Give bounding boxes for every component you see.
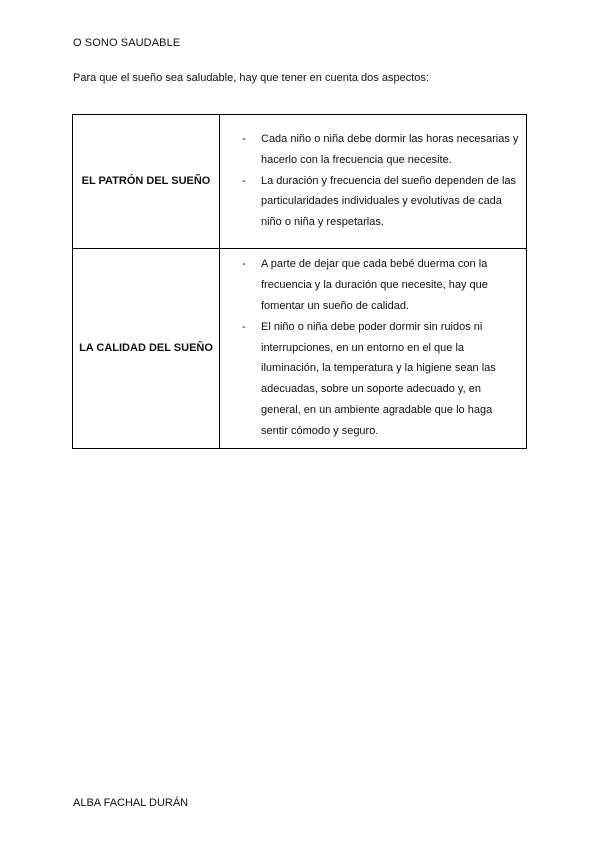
table-row	[73, 249, 527, 449]
bullet-list	[220, 250, 526, 446]
list-item-text: El niño o niña debe poder dormir sin ruidos ni interrupciones, en un entorno en el que la iluminación, la temperatura y la higiene sean las adecuadas, sobre un soporte adecuado y, en general, en un ambiente agradable que lo haga sentir cómodo y seguro.	[261, 320, 496, 437]
bullet-dash: -	[242, 174, 246, 187]
page-title: O SONO SAUDABLE	[73, 37, 181, 49]
list-item-text: La duración y frecuencia del sueño dependen de las particularidades individuales y evolutivas de cada niño o niña y respetarlas.	[261, 174, 517, 229]
intro-paragraph: Para que el sueño sea saludable, hay que tener en cuenta dos aspectos:	[73, 72, 429, 84]
sleep-aspects-table	[72, 114, 527, 449]
bullet-list	[220, 125, 526, 238]
list-item	[220, 129, 520, 171]
list-item	[220, 317, 520, 442]
bullet-dash: -	[242, 258, 246, 271]
topic-cell-sleep-quality: LA CALIDAD DEL SUEÑO	[73, 249, 220, 449]
table-row	[73, 115, 527, 249]
topic-cell-sleep-pattern: EL PATRÓN DEL SUEÑO	[73, 115, 220, 249]
list-item	[220, 171, 520, 233]
footer-author: ALBA FACHAL DURÁN	[73, 797, 189, 809]
bullet-dash: -	[242, 133, 246, 145]
points-cell-sleep-quality	[220, 249, 527, 449]
points-cell-sleep-pattern	[220, 115, 527, 249]
list-item-text: A parte de dejar que cada bebé duerma con la frecuencia y la duración que necesite, hay que fomentar un sueño de calidad.	[261, 258, 488, 312]
bullet-dash: -	[242, 320, 246, 333]
list-item-text: Cada niño o niña debe dormir las horas necesarias y hacerlo con la frecuencia que necesite.	[261, 133, 519, 166]
list-item	[220, 254, 520, 316]
